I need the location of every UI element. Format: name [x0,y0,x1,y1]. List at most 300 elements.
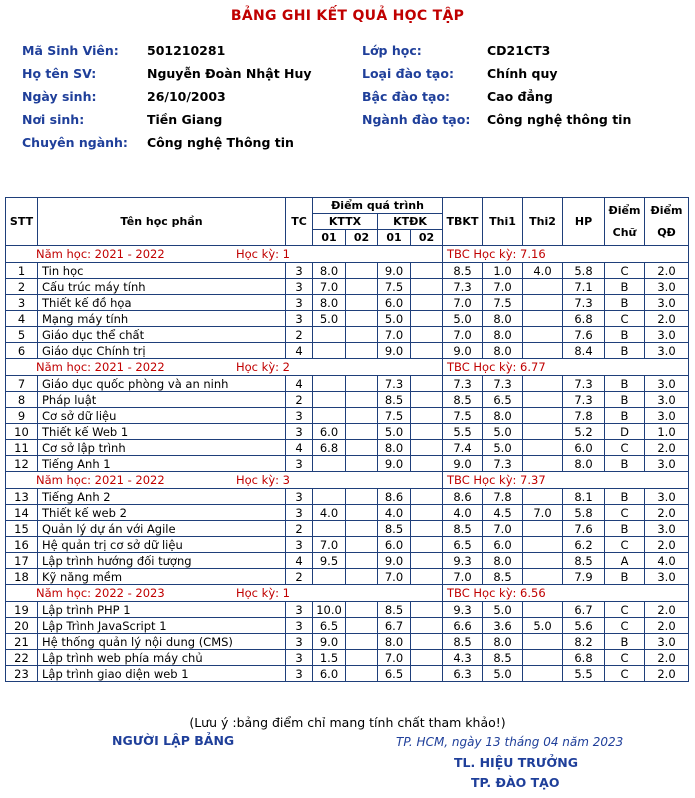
tbkt-cell: 7.5 [443,408,483,424]
hp-cell: 6.8 [563,650,605,666]
tbkt-cell: 9.3 [443,602,483,618]
thi2-cell [523,392,563,408]
thi2-cell [523,537,563,553]
subject-cell: Cấu trúc máy tính [38,279,286,295]
kttx2-cell [346,295,378,311]
ktdk2-cell [411,408,443,424]
gpa-cell: 2.0 [645,311,689,327]
thi1-cell: 8.0 [483,343,523,359]
hp-cell: 7.6 [563,327,605,343]
table-row [6,456,689,472]
hp-cell: 5.8 [563,263,605,279]
ktdk1-cell: 8.0 [378,634,411,650]
kttx2-cell [346,505,378,521]
header-thi1: Thi1 [483,198,523,246]
letter-grade-cell: B [605,634,645,650]
ktdk2-cell [411,569,443,585]
kttx1-cell [313,408,346,424]
subject-cell: Hệ thống quản lý nội dung (CMS) [38,634,286,650]
thi2-cell [523,456,563,472]
subject-cell: Lập Trình JavaScript 1 [38,618,286,634]
training-field-value: Công nghệ thông tin [487,112,632,127]
ktdk2-cell [411,327,443,343]
tc-cell: 3 [286,456,313,472]
tbkt-cell: 9.3 [443,553,483,569]
tbkt-cell: 8.5 [443,521,483,537]
tc-cell: 4 [286,376,313,392]
thi1-cell: 5.0 [483,440,523,456]
table-row [6,279,689,295]
stt-cell: 23 [6,666,38,682]
tc-cell: 2 [286,392,313,408]
semester-year: Năm học: 2021 - 2022 [36,360,165,374]
thi1-cell: 8.0 [483,634,523,650]
table-row [6,327,689,343]
semester-gpa: TBC Học kỳ: 6.77 [443,359,689,376]
kttx1-cell [313,376,346,392]
tbkt-cell: 5.5 [443,424,483,440]
subject-cell: Giáo dục thể chất [38,327,286,343]
gpa-cell: 3.0 [645,634,689,650]
hp-cell: 7.3 [563,376,605,392]
header-hp: HP [563,198,605,246]
kttx1-cell: 8.0 [313,263,346,279]
table-row [6,537,689,553]
thi1-cell: 3.6 [483,618,523,634]
thi2-cell [523,521,563,537]
kttx1-cell [313,489,346,505]
thi2-cell [523,327,563,343]
hp-cell: 8.5 [563,553,605,569]
hp-cell: 6.2 [563,537,605,553]
subject-cell: Tiếng Anh 2 [38,489,286,505]
gpa-cell: 2.0 [645,440,689,456]
kttx1-cell: 6.0 [313,666,346,682]
tbkt-cell: 7.0 [443,327,483,343]
table-row [6,408,689,424]
ktdk2-cell [411,311,443,327]
gpa-cell: 3.0 [645,343,689,359]
hp-cell: 7.9 [563,569,605,585]
ktdk1-cell: 5.0 [378,424,411,440]
letter-grade-cell: B [605,456,645,472]
hp-cell: 7.8 [563,408,605,424]
grades-body [6,246,689,682]
thi2-cell [523,376,563,392]
semester-term: Học kỳ: 1 [236,586,290,600]
thi1-cell: 5.0 [483,602,523,618]
gpa-cell: 1.0 [645,424,689,440]
ktdk1-cell: 6.5 [378,666,411,682]
kttx1-cell: 9.0 [313,634,346,650]
gpa-cell: 2.0 [645,505,689,521]
semester-header-row [6,472,689,489]
gpa-cell: 2.0 [645,263,689,279]
class-value: CD21CT3 [487,43,551,58]
stt-cell: 19 [6,602,38,618]
semester-year: Năm học: 2021 - 2022 [36,247,165,261]
ktdk2-cell [411,634,443,650]
training-type-value: Chính quy [487,66,558,81]
gpa-cell: 2.0 [645,666,689,682]
thi2-cell: 4.0 [523,263,563,279]
semester-gpa: TBC Học kỳ: 7.37 [443,472,689,489]
stt-cell: 18 [6,569,38,585]
table-row [6,505,689,521]
ktdk1-cell: 8.0 [378,440,411,456]
table-row [6,263,689,279]
letter-grade-cell: B [605,489,645,505]
kttx2-cell [346,311,378,327]
semester-year: Năm học: 2021 - 2022 [36,473,165,487]
gpa-cell: 3.0 [645,392,689,408]
subject-cell: Mạng máy tính [38,311,286,327]
subject-cell: Tin học [38,263,286,279]
hp-cell: 6.0 [563,440,605,456]
thi2-cell [523,440,563,456]
stt-cell: 1 [6,263,38,279]
thi2-cell [523,650,563,666]
footer-date: TP. HCM, ngày 13 tháng 04 năm 2023 [396,735,624,749]
kttx1-cell: 6.0 [313,424,346,440]
kttx2-cell [346,634,378,650]
training-field-label: Ngành đào tạo: [362,112,471,127]
thi1-cell: 4.5 [483,505,523,521]
tc-cell: 2 [286,569,313,585]
subject-cell: Hệ quản trị cơ sở dữ liệu [38,537,286,553]
semester-info [6,246,443,263]
grades-table [5,197,689,682]
semester-year: Năm học: 2022 - 2023 [36,586,165,600]
gpa-cell: 3.0 [645,279,689,295]
letter-grade-cell: B [605,295,645,311]
footer-signature-dept: TP. ĐÀO TẠO [471,775,560,790]
thi2-cell [523,634,563,650]
ktdk2-cell [411,376,443,392]
tc-cell: 3 [286,311,313,327]
dob-value: 26/10/2003 [147,89,226,104]
header-ktdk-02: 02 [411,230,443,246]
letter-grade-cell: B [605,376,645,392]
letter-grade-cell: B [605,392,645,408]
gpa-cell: 2.0 [645,537,689,553]
header-letter: Điểm Chữ [605,198,645,246]
letter-grade-cell: B [605,343,645,359]
subject-cell: Thiết kế web 2 [38,505,286,521]
stt-cell: 21 [6,634,38,650]
ktdk2-cell [411,537,443,553]
semester-term: Học kỳ: 2 [236,360,290,374]
header-tbkt: TBKT [443,198,483,246]
semester-header-row [6,359,689,376]
gpa-cell: 2.0 [645,602,689,618]
kttx1-cell: 9.5 [313,553,346,569]
training-type-label: Loại đào tạo: [362,66,454,81]
header-subject: Tên học phần [38,198,286,246]
ktdk2-cell [411,295,443,311]
tc-cell: 2 [286,521,313,537]
kttx2-cell [346,408,378,424]
thi1-cell: 8.5 [483,569,523,585]
thi2-cell [523,424,563,440]
table-row [6,634,689,650]
letter-grade-cell: B [605,569,645,585]
thi1-cell: 7.3 [483,456,523,472]
letter-grade-cell: C [605,440,645,456]
thi1-cell: 8.0 [483,553,523,569]
tc-cell: 3 [286,666,313,682]
ktdk1-cell: 5.0 [378,311,411,327]
tc-cell: 3 [286,263,313,279]
thi1-cell: 8.0 [483,311,523,327]
student-name-label: Họ tên SV: [22,66,97,81]
table-row [6,602,689,618]
student-id-label: Mã Sinh Viên: [22,43,119,58]
stt-cell: 3 [6,295,38,311]
table-row [6,569,689,585]
kttx1-cell: 6.8 [313,440,346,456]
ktdk2-cell [411,521,443,537]
gpa-cell: 3.0 [645,376,689,392]
gpa-cell: 2.0 [645,618,689,634]
kttx2-cell [346,618,378,634]
table-row [6,553,689,569]
kttx2-cell [346,489,378,505]
semester-term: Học kỳ: 1 [236,247,290,261]
letter-grade-cell: C [605,602,645,618]
kttx1-cell: 10.0 [313,602,346,618]
student-id-value: 501210281 [147,43,226,58]
table-row [6,650,689,666]
ktdk1-cell: 6.0 [378,537,411,553]
table-row [6,424,689,440]
thi2-cell [523,408,563,424]
kttx2-cell [346,327,378,343]
letter-grade-cell: C [605,505,645,521]
thi2-cell [523,489,563,505]
kttx1-cell: 7.0 [313,537,346,553]
tbkt-cell: 8.5 [443,263,483,279]
table-row [6,311,689,327]
kttx1-cell [313,456,346,472]
subject-cell: Cơ sở lập trình [38,440,286,456]
tbkt-cell: 5.0 [443,311,483,327]
header-qd: Điểm QĐ [645,198,689,246]
ktdk1-cell: 7.0 [378,327,411,343]
training-level-value: Cao đẳng [487,89,553,104]
semester-gpa: TBC Học kỳ: 7.16 [443,246,689,263]
kttx2-cell [346,279,378,295]
ktdk2-cell [411,489,443,505]
tc-cell: 3 [286,650,313,666]
header-process: Điểm quá trình [313,198,443,214]
tbkt-cell: 7.0 [443,569,483,585]
thi1-cell: 7.0 [483,279,523,295]
page-title: BẢNG GHI KẾT QUẢ HỌC TẬP [230,8,465,24]
stt-cell: 11 [6,440,38,456]
kttx2-cell [346,424,378,440]
stt-cell: 17 [6,553,38,569]
thi2-cell [523,295,563,311]
kttx2-cell [346,376,378,392]
header-stt: STT [6,198,38,246]
tbkt-cell: 4.0 [443,505,483,521]
gpa-cell: 3.0 [645,521,689,537]
hp-cell: 7.6 [563,521,605,537]
kttx2-cell [346,666,378,682]
tc-cell: 4 [286,440,313,456]
semester-header-row [6,585,689,602]
table-row [6,521,689,537]
tbkt-cell: 7.3 [443,376,483,392]
semester-info [6,585,443,602]
major-label: Chuyên ngành: [22,135,128,150]
kttx2-cell [346,263,378,279]
kttx1-cell: 8.0 [313,295,346,311]
hp-cell: 8.0 [563,456,605,472]
thi1-cell: 7.8 [483,489,523,505]
ktdk1-cell: 7.0 [378,569,411,585]
ktdk2-cell [411,424,443,440]
subject-cell: Lập trình PHP 1 [38,602,286,618]
gpa-cell: 3.0 [645,569,689,585]
ktdk1-cell: 4.0 [378,505,411,521]
table-row [6,376,689,392]
hp-cell: 7.1 [563,279,605,295]
kttx2-cell [346,569,378,585]
kttx1-cell: 4.0 [313,505,346,521]
ktdk2-cell [411,553,443,569]
tc-cell: 3 [286,505,313,521]
thi2-cell [523,279,563,295]
letter-grade-cell: C [605,263,645,279]
ktdk1-cell: 6.0 [378,295,411,311]
kttx1-cell [313,521,346,537]
thi2-cell [523,569,563,585]
thi1-cell: 7.0 [483,521,523,537]
tbkt-cell: 6.6 [443,618,483,634]
semester-term: Học kỳ: 3 [236,473,290,487]
kttx2-cell [346,537,378,553]
subject-cell: Cơ sở dữ liệu [38,408,286,424]
subject-cell: Tiếng Anh 1 [38,456,286,472]
gpa-cell: 4.0 [645,553,689,569]
ktdk1-cell: 9.0 [378,343,411,359]
subject-cell: Kỹ năng mềm [38,569,286,585]
subject-cell: Quản lý dự án với Agile [38,521,286,537]
tbkt-cell: 7.3 [443,279,483,295]
thi1-cell: 8.5 [483,650,523,666]
table-row [6,489,689,505]
ktdk2-cell [411,456,443,472]
kttx2-cell [346,343,378,359]
subject-cell: Giáo dục quốc phòng và an ninh [38,376,286,392]
kttx2-cell [346,553,378,569]
thi2-cell [523,553,563,569]
tbkt-cell: 4.3 [443,650,483,666]
header-ktdk: KTĐK [378,214,443,230]
stt-cell: 8 [6,392,38,408]
kttx1-cell [313,569,346,585]
header-kttx-01: 01 [313,230,346,246]
ktdk1-cell: 9.0 [378,456,411,472]
kttx2-cell [346,650,378,666]
tbkt-cell: 6.3 [443,666,483,682]
subject-cell: Lập trình web phía máy chủ [38,650,286,666]
ktdk1-cell: 7.5 [378,279,411,295]
pob-value: Tiền Giang [147,112,223,127]
letter-grade-cell: A [605,553,645,569]
table-row [6,295,689,311]
letter-grade-cell: C [605,650,645,666]
kttx2-cell [346,392,378,408]
gpa-cell: 3.0 [645,456,689,472]
stt-cell: 2 [6,279,38,295]
tc-cell: 3 [286,634,313,650]
letter-grade-cell: B [605,327,645,343]
kttx1-cell: 7.0 [313,279,346,295]
kttx1-cell: 6.5 [313,618,346,634]
hp-cell: 8.1 [563,489,605,505]
major-value: Công nghệ Thông tin [147,135,294,150]
ktdk1-cell: 7.0 [378,650,411,666]
footer-signature-title: TL. HIỆU TRƯỞNG [454,755,578,770]
tc-cell: 3 [286,602,313,618]
pob-label: Nơi sinh: [22,112,85,127]
ktdk1-cell: 7.5 [378,408,411,424]
tc-cell: 3 [286,489,313,505]
stt-cell: 10 [6,424,38,440]
kttx2-cell [346,602,378,618]
gpa-cell: 3.0 [645,489,689,505]
header-kttx-02: 02 [346,230,378,246]
stt-cell: 13 [6,489,38,505]
ktdk2-cell [411,650,443,666]
tbkt-cell: 7.4 [443,440,483,456]
hp-cell: 8.2 [563,634,605,650]
thi1-cell: 6.5 [483,392,523,408]
thi1-cell: 6.0 [483,537,523,553]
gpa-cell: 2.0 [645,650,689,666]
training-level-label: Bậc đào tạo: [362,89,451,104]
tbkt-cell: 7.0 [443,295,483,311]
hp-cell: 6.7 [563,602,605,618]
hp-cell: 6.8 [563,311,605,327]
ktdk2-cell [411,602,443,618]
ktdk2-cell [411,440,443,456]
ktdk1-cell: 8.5 [378,521,411,537]
ktdk2-cell [411,618,443,634]
hp-cell: 8.4 [563,343,605,359]
tbkt-cell: 8.5 [443,392,483,408]
ktdk1-cell: 8.5 [378,602,411,618]
ktdk2-cell [411,392,443,408]
tc-cell: 3 [286,618,313,634]
subject-cell: Thiết kế Web 1 [38,424,286,440]
footer-maker: NGƯỜI LẬP BẢNG [112,733,235,748]
header-ktdk-01: 01 [378,230,411,246]
kttx2-cell [346,456,378,472]
tc-cell: 3 [286,295,313,311]
ktdk1-cell: 6.7 [378,618,411,634]
tbkt-cell: 6.5 [443,537,483,553]
table-row [6,392,689,408]
hp-cell: 5.5 [563,666,605,682]
header-kttx: KTTX [313,214,378,230]
stt-cell: 9 [6,408,38,424]
semester-info [6,472,443,489]
ktdk1-cell: 8.6 [378,489,411,505]
